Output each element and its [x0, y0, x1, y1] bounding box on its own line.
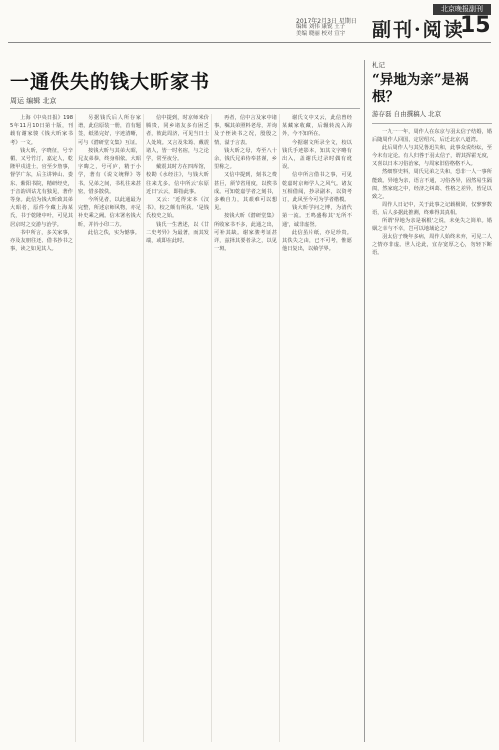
paragraph: 钱氏一生著述，以《廿二史考异》为最著，而其发端，或即在此时。: [146, 221, 209, 245]
article-column-4: [214, 114, 277, 742]
paragraph: 按钱大昕与其弟大昭，兄友弟恭，终身相依。大昭字晦之，号可庐，精于小学，著有《说文统释》等书。兄弟之间，书札往来甚密，惜多散佚。: [78, 147, 141, 195]
paragraph: 信中所言借书之事，可见乾嘉时京师学人之风气。诸友互相借阅，抄录副本，以资考订，此风至今可为学者楷模。: [282, 172, 352, 204]
header-divider: [8, 42, 491, 43]
issue-date: 2017年2月3日 星期日: [296, 18, 357, 25]
side-title-divider: [372, 123, 492, 124]
paragraph: 今所见者，以此通最为完整，所述京师风物，亦足补史乘之阙。信末署名钱大昕，并钤小印二方。: [78, 197, 141, 228]
paragraph: 钱大昕，字晓征，号辛楣，又号竹汀，嘉定人，乾隆甲戌进士，官至少詹事，督学广东，后主讲钟山、娄东、紫阳书院，精研经史，于音韵训诂尤有独见，著作等身。此信为钱大昕致其弟大昭者，原件今藏上海某氏，书于乾隆中叶，可见其居京时之交游与治学。: [10, 147, 73, 228]
column-divider: [211, 114, 212, 742]
title-divider: [10, 108, 360, 109]
paragraph: 羽太信子晚年多病，周作人始终未弃，可见二人之情亦非虚。世人论此，宜存宽厚之心，勿轻下断语。: [372, 234, 492, 257]
paragraph: 一九一一年，周作人在东京与羽太信子结婚，婚后随周作人回国，定居绍兴，后迁北京八道湾。: [372, 129, 492, 144]
paragraph: 又云：'近得宋本《汉书》，校之颇有所获。'是钱氏校史之始。: [146, 197, 209, 220]
editor-line: 编辑 刘伟 康锐 王子: [296, 24, 346, 30]
paragraph: 上海《中央日报》1985年11月10日第十版，刊载有谢家骏《钱大昕家书考》一文。: [10, 115, 73, 146]
article-column-5: [282, 114, 352, 742]
paper-tag: 北京晚报副刊: [433, 4, 491, 15]
section-divider: [364, 60, 365, 742]
column-divider: [75, 114, 76, 742]
paragraph: 戴震其时方在四库馆，校勘《水经注》，与钱大昕往来尤多。信中所云'东原近日'云云，即指此事。: [146, 164, 209, 195]
paragraph: 钱大昕之母，寿至八十余，钱氏兄弟侍奉甚谨，乡里称之。: [214, 147, 277, 171]
editor-line: 美编 晓丽 校对 宣宇: [296, 31, 346, 37]
side-article-title: “异地为亲”是祸根？: [372, 72, 469, 105]
paragraph: 钱大昕学问之博，为清代第一流。王鸣盛称其'无所不通'，诚非虚誉。: [282, 205, 352, 228]
article-column-2: [78, 114, 141, 742]
paragraph: 周作人日记中，关于此事之记载极简，仅寥寥数语，后人多据此推测，终难得其真相。: [372, 201, 492, 216]
page-number: 15: [460, 13, 491, 38]
article-column-1: [10, 114, 73, 742]
paragraph: 又信中提到，刻书之费甚巨，须节省用度，以俟书成。可知乾嘉学者之刻书，多赖自力，其艰难可以想见。: [214, 172, 277, 212]
paragraph: 另据钱氏后人所存家谱，此信原装一册，首有题签，纸墨完好，字迹清晰，可与《潜研堂文集》互证。: [78, 115, 141, 146]
side-article-body: [372, 128, 492, 750]
paragraph: 再者，信中言及家中诸事，嘱其弟照料老母，并询及子侄读书之况，殷殷之情，溢于言表。: [214, 115, 277, 146]
paragraph: 按钱大昕《潜研堂集》所收家书不多，此通之出，可补其缺。谢家骏考证甚详，兹择其要者录之，以见一斑。: [214, 213, 277, 253]
side-kicker: 札记: [372, 61, 385, 69]
side-article-byline: 游存磊 自由撰稿人 北京: [372, 110, 442, 118]
editor-credits: [296, 24, 366, 38]
paragraph: 然细察史料，周氏兄弟之失和，恐非一人一事所能致。异地为亲，语言不通，习俗各异，固然易生隔阂，然家庭之中，经济之纠葛、性格之差异，皆足以致之。: [372, 169, 492, 200]
paragraph: 所谓'异地为亲是祸根'之说，未免失之简单。婚姻之幸与不幸，岂可以地域论之？: [372, 218, 492, 233]
article-title: 一通佚失的钱大昕家书: [10, 71, 211, 93]
paragraph: 此信虽片纸，亦足珍贵。其佚失之由，已不可考，惟愿他日复出，以飨学界。: [282, 229, 352, 253]
article-column-3: [146, 114, 209, 742]
paragraph: 今据谢文所录全文，校以钱氏手迹影本，知其文字略有出入，盖谢氏过录时偶有讹误。: [282, 139, 352, 171]
section-title: 副刊·阅读: [372, 19, 465, 41]
paragraph: 书中所言，多关家事，亦及友朋往还、借书抄书之事，读之如见其人。: [10, 229, 73, 253]
paragraph: 此信之佚，实为憾事。: [88, 229, 140, 236]
paragraph: 此后周作人与其兄鲁迅失和，此事众说纷纭，至今未有定论。有人归咎于羽太信子，谓其挥霍无度，又喜以日本习俗治家，与周家旧俗格格不入。: [372, 145, 492, 168]
column-divider: [143, 114, 144, 742]
side-article: [372, 60, 492, 750]
paragraph: 谢氏文中又云，此信曾经某藏家收藏，后辗转流入海外，今不知所在。: [282, 115, 352, 138]
page-header: [0, 0, 499, 42]
column-divider: [279, 114, 280, 742]
article-byline: 周运 编辑 北京: [10, 97, 57, 105]
paragraph: 信中提到，时京师米价腾贵，同乡诸友多有困乏者，彼此周济，可见当日士人处境。又言及朱筠、戴震诸人，皆一时名宿，与之论学，常至夜分。: [146, 115, 209, 163]
